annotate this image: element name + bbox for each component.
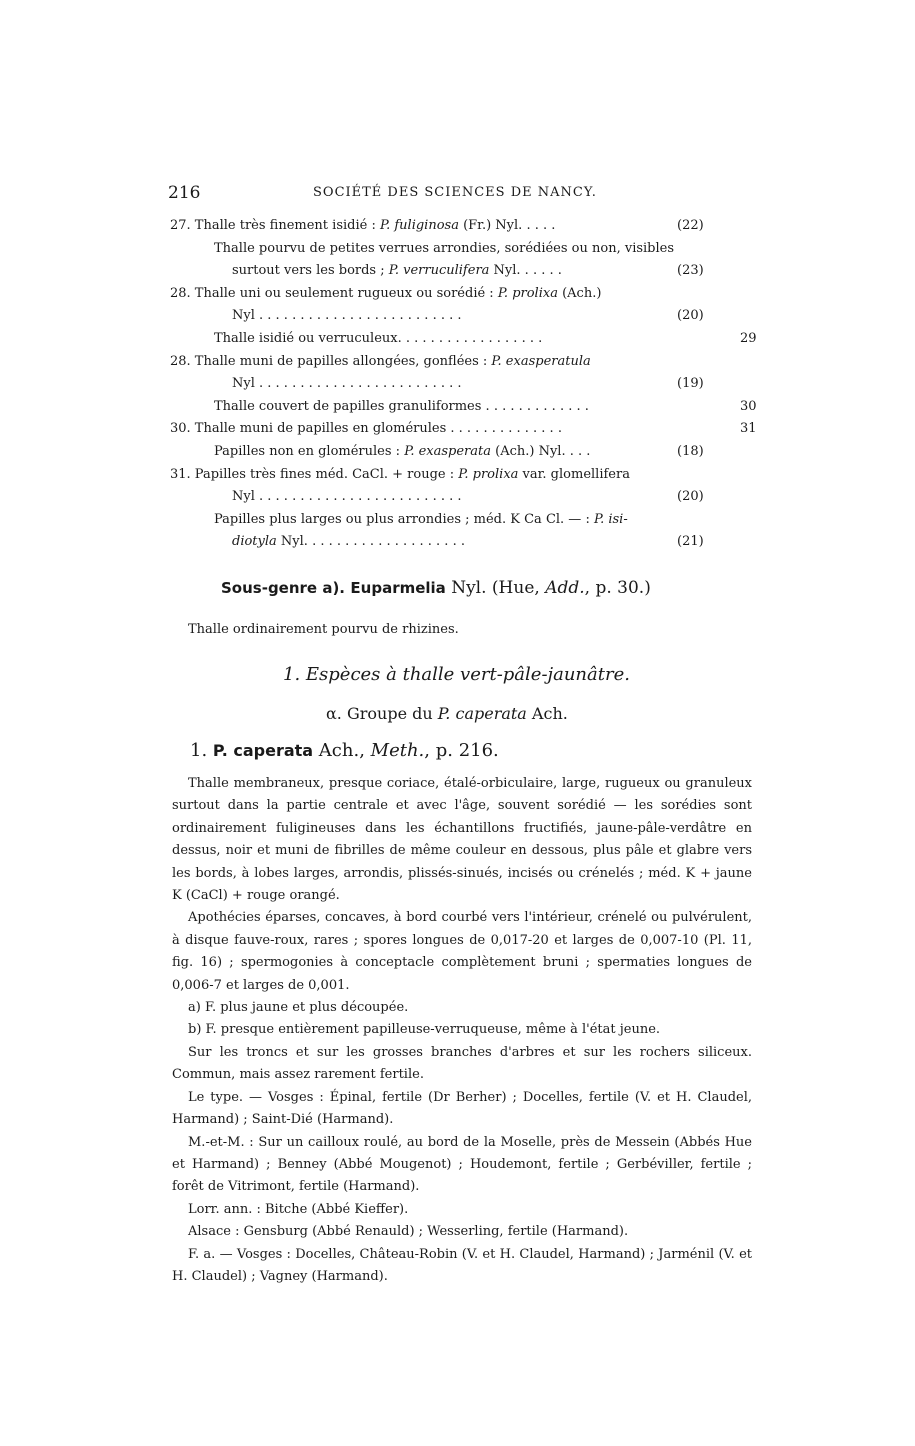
key-taxon: P. prolixa xyxy=(497,285,558,301)
key-line-text xyxy=(170,215,555,238)
key-taxon: P. fuliginosa xyxy=(379,218,459,233)
description-paragraph: b) F. presque entièrement papilleuse-verruqueuse, même à l'état jeune. xyxy=(188,1022,661,1038)
key-line-text xyxy=(232,486,462,509)
key-species-ref: (18) xyxy=(677,443,704,459)
species-page: , p. 216. xyxy=(424,740,499,761)
key-taxon: P. exasperatula xyxy=(491,353,591,369)
description-paragraph: Lorr. ann. : Bitche (Abbé Kieffer). xyxy=(188,1201,409,1217)
description-paragraph: M.-et-M. : Sur un cailloux roulé, au bord de la Moselle, près de Messein (Abbés Hue et Harmand) ; Benney (Abbé Mougenot) ; Houdemont, fertile ; Gerbéviller, fertile ; forêt de Vitrimont, fertile (Harmand). xyxy=(172,1134,752,1195)
description-paragraph: Le type. — Vosges : Épinal, fertile (Dr Berher) ; Docelles, fertile (V. et H. Claudel, Harmand) ; Saint-Dié (Harmand). xyxy=(172,1089,752,1128)
key-tail: (Fr.) Nyl. . . . . xyxy=(458,218,556,233)
key-line-text xyxy=(214,328,542,351)
group-species: P. caperata xyxy=(437,704,527,723)
subgenus-label: Sous-genre a). xyxy=(221,579,345,597)
description-paragraph: Apothécies éparses, concaves, à bord courbé vers l'intérieur, crénelé ou pulvérulent, à disque fauve-roux, rares ; spores longues de 0,017-20 et larges de 0,007-10 (Pl. 11, fig. 16) ; spermogonies à conceptacle complètement bruni ; spermaties longues de 0,006-7 et larges de 0,001. xyxy=(172,910,752,993)
key-line xyxy=(170,305,752,328)
key-tail: (Ach.) xyxy=(557,285,602,301)
subgenus-name: Euparmelia xyxy=(350,579,446,597)
key-line-text xyxy=(214,441,590,464)
key-line xyxy=(170,351,752,374)
key-taxon: P. isi- xyxy=(593,511,628,527)
description-paragraph: Alsace : Gensburg (Abbé Renauld) ; Wesserling, fertile (Harmand). xyxy=(188,1224,629,1240)
key-taxon: P. prolixa xyxy=(458,466,519,482)
key-line xyxy=(170,260,752,283)
key-text: Nyl . . . . . . . . . . . . . . . . . . . . . . . . . xyxy=(232,489,462,505)
key-line-text xyxy=(170,418,562,441)
key-species-ref: (20) xyxy=(677,489,704,505)
key-line-text xyxy=(232,260,562,283)
key-text: 27. Thalle très finement isidié : xyxy=(170,218,380,233)
page-number: 216 xyxy=(168,183,201,203)
key-line-text xyxy=(170,283,601,306)
species-name: P. caperata xyxy=(212,741,314,760)
key-text: Nyl . . . . . . . . . . . . . . . . . . . . . . . . . xyxy=(232,308,462,324)
description-paragraph: F. a. — Vosges : Docelles, Château-Robin (V. et H. Claudel, Harmand) ; Jarménil (V. et H. Claudel) ; Vagney (Harmand). xyxy=(172,1246,752,1284)
key-species-ref: (20) xyxy=(677,308,704,324)
intro-text: Thalle ordinairement pourvu de rhizines. xyxy=(188,622,459,637)
key-species-ref: (23) xyxy=(677,263,704,279)
key-line-text xyxy=(170,351,591,374)
running-title: SOCIÉTÉ DES SCIENCES DE NANCY. xyxy=(313,185,597,200)
key-tail: (Ach.) Nyl. . . . xyxy=(490,443,591,459)
description-paragraph: Thalle membraneux, presque coriace, étalé-orbiculaire, large, rugueux ou granuleux surtout dans la partie centrale et avec l'âge, souvent sorédié — les sorédies sont ordinairement fuligineuses dans les échantillons fructifiés, jaune-pâle-verdâtre en dessus, noir et muni de fibrilles de même couleur en dessous, plus pâle et glabre vers les bords, à lobes larges, arrondis, plissés-sinués, incisés ou crénelés ; méd. K + jaune K (CaCl) + rouge orangé. xyxy=(172,776,752,904)
key-line xyxy=(170,396,757,419)
key-line xyxy=(170,531,752,554)
description-paragraph: a) F. plus jaune et plus découpée. xyxy=(188,1000,409,1016)
key-taxon: P. exasperata xyxy=(404,443,491,459)
species-description xyxy=(172,773,752,1288)
key-line-text xyxy=(214,238,674,261)
key-line xyxy=(170,418,757,441)
key-text: Thalle isidié ou verruculeux. . . . . . . . . . . . . . . . . . xyxy=(214,330,543,346)
key-line xyxy=(170,441,752,464)
key-line xyxy=(170,486,752,509)
identification-key xyxy=(170,215,757,554)
key-text: Papilles plus larges ou plus arrondies ; méd. K Ca Cl. — : xyxy=(214,511,594,527)
key-tail: Nyl. . . . . . xyxy=(489,263,562,279)
key-species-ref: (21) xyxy=(677,534,704,550)
key-line-text xyxy=(214,396,589,419)
key-text: 30. Thalle muni de papilles en glomérules . . . . . . . . . . . . . . xyxy=(170,421,562,437)
key-taxon: diotyla xyxy=(232,534,277,550)
key-text: 28. Thalle muni de papilles allongées, gonflées : xyxy=(170,353,492,369)
key-lead-number: 30 xyxy=(740,398,757,414)
subgenus-heading xyxy=(221,578,651,598)
subgenus-page: , p. 30.) xyxy=(584,578,651,598)
species-authority: Ach., xyxy=(313,740,371,761)
group-suffix: Ach. xyxy=(526,704,568,723)
key-line-text xyxy=(170,464,630,487)
key-line-text xyxy=(232,373,462,396)
key-text: 28. Thalle uni ou seulement rugueux ou sorédié : xyxy=(170,285,498,301)
key-lead-number: 29 xyxy=(740,330,757,346)
key-line xyxy=(170,464,752,487)
key-lead-number: 31 xyxy=(740,421,757,437)
key-tail: Nyl. . . . . . . . . . . . . . . . . . . . xyxy=(276,534,465,550)
description-paragraph: Sur les troncs et sur les grosses branches d'arbres et sur les rochers siliceux. Commun, mais assez rarement fertile. xyxy=(172,1044,752,1083)
key-line xyxy=(170,238,752,261)
group-heading xyxy=(326,704,568,723)
key-text: Nyl . . . . . . . . . . . . . . . . . . . . . . . . . xyxy=(232,376,462,392)
species-number: 1. xyxy=(190,740,208,761)
key-text: Thalle couvert de papilles granuliformes . . . . . . . . . . . . . xyxy=(214,398,589,414)
key-text: Thalle pourvu de petites verrues arrondies, sorédiées ou non, visibles xyxy=(214,240,675,256)
key-taxon: P. verruculifera xyxy=(388,263,490,279)
key-line-text xyxy=(232,305,462,328)
species-ref: Meth. xyxy=(370,740,425,761)
key-tail: var. glomellifera xyxy=(518,466,630,482)
page-header xyxy=(168,183,750,205)
key-text: Papilles non en glomérules : xyxy=(214,443,405,459)
key-line xyxy=(170,215,752,238)
key-text: surtout vers les bords ; xyxy=(232,263,389,279)
key-line xyxy=(170,328,757,351)
key-line xyxy=(170,373,752,396)
subgenus-authority: Nyl. (Hue, xyxy=(445,578,546,598)
key-species-ref: (19) xyxy=(677,376,704,392)
key-species-ref: (22) xyxy=(677,218,704,233)
section-heading: 1. Espèces à thalle vert-pâle-jaunâtre. xyxy=(283,664,630,685)
key-line xyxy=(170,509,752,532)
species-heading xyxy=(190,740,499,761)
key-line-text xyxy=(232,531,465,554)
key-line xyxy=(170,283,752,306)
key-text: 31. Papilles très fines méd. CaCl. + rouge : xyxy=(170,466,459,482)
subgenus-ref: Add. xyxy=(545,578,585,598)
key-line-text xyxy=(214,509,628,532)
group-prefix: α. Groupe du xyxy=(326,704,438,723)
